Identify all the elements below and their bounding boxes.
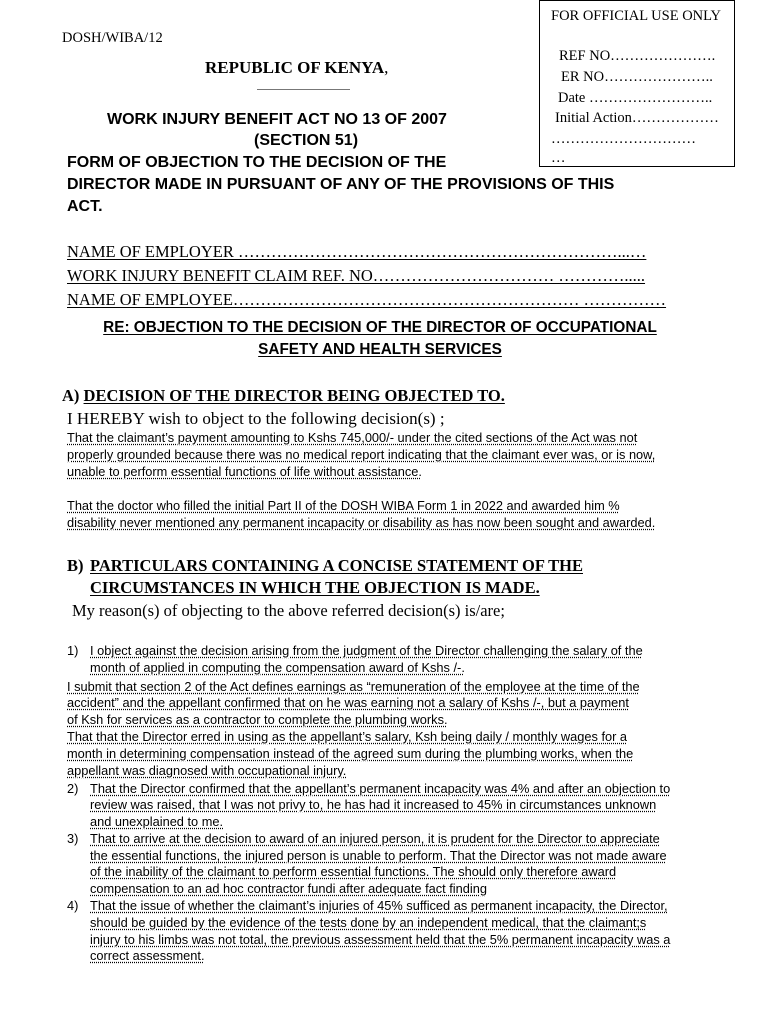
republic-comma: ,: [384, 58, 389, 77]
decision-paragraph-line: That the claimant’s payment amounting to Kshs 745,000/- under the cited sections of the Act was not: [67, 430, 638, 445]
official-dots-line-2: …: [551, 150, 566, 166]
employer-name-field[interactable]: NAME OF EMPLOYER ……………………………………………………………...…: [67, 242, 647, 261]
item-3-line: That to arrive at the decision to award of an injured person, it is prudent for the Director to appreciate: [90, 831, 660, 846]
act-section: (SECTION 51): [254, 132, 359, 149]
heading-divider: [257, 89, 350, 90]
continuation-line: month in determining compensation instead of the agreed sum during the plumbing works, when the: [67, 746, 634, 761]
item-4-line: should be guided by the evidence of the tests done by an independent medical, that the claimant;s: [90, 915, 647, 930]
form-title-line-3: ACT.: [67, 198, 103, 215]
section-b-label: B): [67, 556, 84, 575]
continuation-line: That that the Director erred in using as the appellant’s salary, Ksh being daily / monthly wages for a: [67, 729, 628, 744]
item-3-line: the essential functions, the injured person is unable to perform. That the Director was not made aware: [90, 848, 667, 863]
item-number-3: 3): [67, 831, 79, 846]
item-2-line: That the Director confirmed that the appellant’s permanent incapacity was 4% and after an objection to: [90, 781, 671, 796]
item-2-line: review was raised, that I was not privy to, he has had it increased to 45% in circumstances unknown: [90, 797, 657, 812]
section-a-heading: [62, 386, 505, 406]
form-code: DOSH/WIBA/12: [62, 30, 163, 46]
official-dots-line-1: …………………………: [551, 131, 696, 147]
section-b-title-line-2: CIRCUMSTANCES IN WHICH THE OBJECTION IS MADE.: [90, 578, 540, 597]
section-b-intro: My reason(s) of objecting to the above referred decision(s) is/are;: [72, 601, 505, 620]
item-number-2: 2): [67, 781, 79, 796]
continuation-line: appellant was diagnosed with occupational injury.: [67, 763, 347, 778]
item-3-line: of the inability of the claimant to perform essential functions. The should only therefore award: [90, 864, 617, 879]
item-number-4: 4): [67, 898, 79, 913]
act-title: WORK INJURY BENEFIT ACT NO 13 OF 2007: [107, 111, 447, 128]
item-4-line: injury to his limbs was not total, the previous assessment held that the 5% permanent incapacity was a: [90, 932, 671, 947]
claim-ref-field[interactable]: WORK INJURY BENEFIT CLAIM REF. NO…………………………… ………….....: [67, 266, 646, 285]
er-no-field: ER NO…………………..: [561, 69, 713, 85]
decision-paragraph-line: disability never mentioned any permanent incapacity or disability as has now been sought and awarded.: [67, 515, 656, 530]
item-4-line: That the issue of whether the claimant’s injuries of 45% sufficed as permanent incapacity, the Director,: [90, 898, 668, 913]
section-b-title-line-1: PARTICULARS CONTAINING A CONCISE STATEMENT OF THE: [90, 556, 583, 575]
item-3-line: compensation to an ad hoc contractor fundi after adequate fact finding: [90, 881, 487, 896]
employee-name-field[interactable]: NAME OF EMPLOYEE……………………………………………………… ……………: [67, 290, 667, 309]
initial-action-field: Initial Action………………: [555, 110, 719, 126]
decision-paragraph-line: properly grounded because there was no medical report indicating that the claimant ever was, or is now,: [67, 447, 656, 462]
item-number-1: 1): [67, 643, 79, 658]
section-a-title: DECISION OF THE DIRECTOR BEING OBJECTED TO.: [83, 386, 505, 405]
continuation-line: I submit that section 2 of the Act defines earnings as “remuneration of the employee at the time of the: [67, 679, 640, 694]
date-field: Date ……………………..: [558, 90, 713, 106]
decision-paragraph-line: That the doctor who filled the initial Part II of the DOSH WIBA Form 1 in 2022 and awarded him %: [67, 498, 620, 513]
continuation-line: of Ksh for services as a contractor to complete the plumbing works.: [67, 712, 448, 727]
form-title-line-1: FORM OF OBJECTION TO THE DECISION OF THE: [67, 154, 447, 171]
republic-heading: [205, 58, 388, 78]
re-heading-line-1: RE: OBJECTION TO THE DECISION OF THE DIRECTOR OF OCCUPATIONAL: [103, 319, 657, 336]
continuation-line: accident” and the appellant confirmed that on he was earning not a salary of Kshs /-, but a payment: [67, 695, 629, 710]
item-4-line: correct assessment.: [90, 948, 205, 963]
section-a-intro: I HEREBY wish to object to the following decision(s) ;: [67, 409, 445, 428]
item-1-line: month of applied in computing the compensation award of Kshs /-.: [90, 660, 465, 675]
item-1-line: I object against the decision arising from the judgment of the Director challenging the salary of the: [90, 643, 643, 658]
re-heading-line-2: SAFETY AND HEALTH SERVICES: [258, 341, 502, 358]
official-use-box: [539, 0, 735, 167]
section-a-label: A): [62, 386, 80, 405]
item-2-line: and unexplained to me.: [90, 814, 224, 829]
decision-paragraph-line: unable to perform essential functions of life without assistance.: [67, 464, 422, 479]
form-title-line-2: DIRECTOR MADE IN PURSUANT OF ANY OF THE PROVISIONS OF THIS: [67, 176, 615, 193]
ref-no-field: REF NO………………….: [559, 48, 716, 64]
official-use-title: FOR OFFICIAL USE ONLY: [551, 8, 722, 24]
republic-text: REPUBLIC OF KENYA: [205, 58, 385, 77]
